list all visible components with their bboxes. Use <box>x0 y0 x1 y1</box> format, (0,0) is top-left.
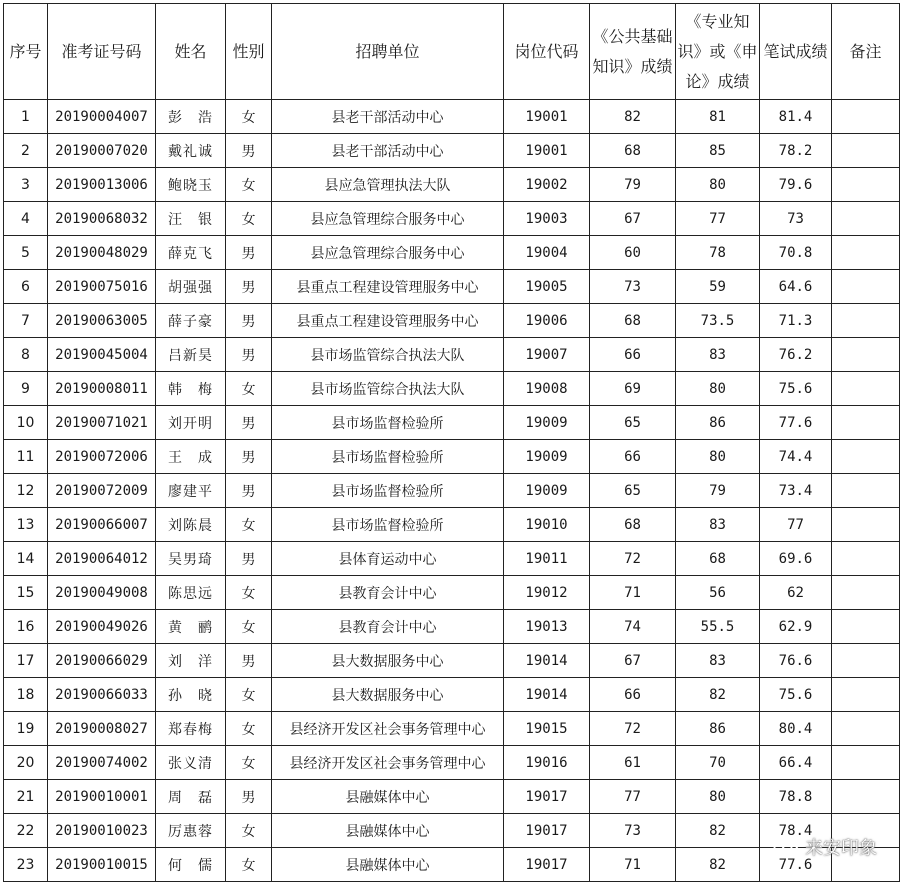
name-cell: 薛克飞 <box>156 236 226 270</box>
written-score-cell: 78.4 <box>760 814 832 848</box>
seq-cell: 2 <box>4 134 48 168</box>
post-code-cell: 19001 <box>504 134 590 168</box>
header-row <box>4 4 900 100</box>
watermark-text: 来安印象 <box>805 838 877 859</box>
name-cell: 刘陈晨 <box>156 508 226 542</box>
table-row <box>4 508 900 542</box>
unit-cell: 县重点工程建设管理服务中心 <box>272 304 504 338</box>
name-cell: 刘开明 <box>156 406 226 440</box>
gender-cell: 男 <box>226 474 272 508</box>
seq-cell: 19 <box>4 712 48 746</box>
name-cell: 厉惠蓉 <box>156 814 226 848</box>
remark-cell <box>832 848 900 882</box>
post-code-cell: 19010 <box>504 508 590 542</box>
gender-cell: 男 <box>226 236 272 270</box>
table-row <box>4 202 900 236</box>
written-score-cell: 78.8 <box>760 780 832 814</box>
seq-cell: 5 <box>4 236 48 270</box>
name-cell: 汪 银 <box>156 202 226 236</box>
exam-no-cell: 20190066007 <box>48 508 156 542</box>
gender-cell: 男 <box>226 644 272 678</box>
unit-cell: 县融媒体中心 <box>272 780 504 814</box>
gender-cell: 女 <box>226 610 272 644</box>
post-code-cell: 19004 <box>504 236 590 270</box>
name-cell: 戴礼诚 <box>156 134 226 168</box>
written-score-cell: 62.9 <box>760 610 832 644</box>
written-score-cell: 66.4 <box>760 746 832 780</box>
professional-score-cell: 82 <box>676 814 760 848</box>
unit-cell: 县市场监督检验所 <box>272 508 504 542</box>
seq-cell: 10 <box>4 406 48 440</box>
post-code-cell: 19014 <box>504 678 590 712</box>
written-score-cell: 73.4 <box>760 474 832 508</box>
basic-score-cell: 66 <box>590 440 676 474</box>
gender-cell: 女 <box>226 814 272 848</box>
remark-cell <box>832 406 900 440</box>
name-cell: 黄 鹂 <box>156 610 226 644</box>
seq-cell: 23 <box>4 848 48 882</box>
unit-cell: 县融媒体中心 <box>272 814 504 848</box>
exam-no-cell: 20190049026 <box>48 610 156 644</box>
table-row <box>4 406 900 440</box>
unit-cell: 县重点工程建设管理服务中心 <box>272 270 504 304</box>
post-code-cell: 19008 <box>504 372 590 406</box>
name-cell: 周 磊 <box>156 780 226 814</box>
written-score-cell: 77 <box>760 508 832 542</box>
post-code-cell: 19005 <box>504 270 590 304</box>
written-score-cell: 78.2 <box>760 134 832 168</box>
exam-no-cell: 20190008011 <box>48 372 156 406</box>
exam-no-cell: 20190010001 <box>48 780 156 814</box>
remark-cell <box>832 576 900 610</box>
professional-score-cell: 80 <box>676 372 760 406</box>
gender-cell: 男 <box>226 270 272 304</box>
name-cell: 吕新昊 <box>156 338 226 372</box>
remark-cell <box>832 542 900 576</box>
written-score-cell: 76.6 <box>760 644 832 678</box>
seq-cell: 12 <box>4 474 48 508</box>
seq-cell: 18 <box>4 678 48 712</box>
unit-cell: 县市场监督检验所 <box>272 474 504 508</box>
gender-cell: 女 <box>226 508 272 542</box>
table-row <box>4 848 900 882</box>
written-score-cell: 71.3 <box>760 304 832 338</box>
name-cell: 彭 浩 <box>156 100 226 134</box>
exam-no-cell: 20190010015 <box>48 848 156 882</box>
basic-score-cell: 71 <box>590 848 676 882</box>
table-row <box>4 304 900 338</box>
exam-no-cell: 20190004007 <box>48 100 156 134</box>
basic-score-cell: 67 <box>590 202 676 236</box>
written-score-cell: 64.6 <box>760 270 832 304</box>
written-score-cell: 76.2 <box>760 338 832 372</box>
exam-no-cell: 20190045004 <box>48 338 156 372</box>
professional-score-cell: 86 <box>676 406 760 440</box>
written-score-cell: 69.6 <box>760 542 832 576</box>
professional-score-cell: 82 <box>676 848 760 882</box>
header-basic-score: 《公共基础知识》成绩 <box>590 4 676 100</box>
remark-cell <box>832 712 900 746</box>
name-cell: 薛子豪 <box>156 304 226 338</box>
professional-score-cell: 59 <box>676 270 760 304</box>
table-row <box>4 780 900 814</box>
basic-score-cell: 68 <box>590 508 676 542</box>
post-code-cell: 19009 <box>504 474 590 508</box>
professional-score-cell: 56 <box>676 576 760 610</box>
written-score-cell: 77.6 <box>760 848 832 882</box>
professional-score-cell: 86 <box>676 712 760 746</box>
written-score-cell: 80.4 <box>760 712 832 746</box>
gender-cell: 女 <box>226 576 272 610</box>
gender-cell: 女 <box>226 372 272 406</box>
exam-no-cell: 20190063005 <box>48 304 156 338</box>
seq-cell: 13 <box>4 508 48 542</box>
gender-cell: 男 <box>226 542 272 576</box>
gender-cell: 男 <box>226 406 272 440</box>
professional-score-cell: 80 <box>676 780 760 814</box>
written-score-cell: 79.6 <box>760 168 832 202</box>
name-cell: 何 儒 <box>156 848 226 882</box>
remark-cell <box>832 678 900 712</box>
post-code-cell: 19017 <box>504 814 590 848</box>
written-score-cell: 75.6 <box>760 372 832 406</box>
unit-cell: 县教育会计中心 <box>272 576 504 610</box>
seq-cell: 16 <box>4 610 48 644</box>
gender-cell: 女 <box>226 848 272 882</box>
professional-score-cell: 83 <box>676 338 760 372</box>
exam-no-cell: 20190072006 <box>48 440 156 474</box>
exam-no-cell: 20190008027 <box>48 712 156 746</box>
exam-no-cell: 20190068032 <box>48 202 156 236</box>
basic-score-cell: 66 <box>590 338 676 372</box>
basic-score-cell: 73 <box>590 814 676 848</box>
remark-cell <box>832 780 900 814</box>
post-code-cell: 19016 <box>504 746 590 780</box>
name-cell: 郑春梅 <box>156 712 226 746</box>
written-score-cell: 62 <box>760 576 832 610</box>
table-row <box>4 236 900 270</box>
table-row <box>4 814 900 848</box>
unit-cell: 县老干部活动中心 <box>272 100 504 134</box>
table-row <box>4 542 900 576</box>
table-row <box>4 270 900 304</box>
name-cell: 胡强强 <box>156 270 226 304</box>
seq-cell: 20 <box>4 746 48 780</box>
exam-no-cell: 20190074002 <box>48 746 156 780</box>
header-professional-score: 《专业知识》或《申论》成绩 <box>676 4 760 100</box>
post-code-cell: 19001 <box>504 100 590 134</box>
post-code-cell: 19014 <box>504 644 590 678</box>
seq-cell: 8 <box>4 338 48 372</box>
remark-cell <box>832 508 900 542</box>
exam-no-cell: 20190010023 <box>48 814 156 848</box>
gender-cell: 女 <box>226 202 272 236</box>
header-remark: 备注 <box>832 4 900 100</box>
unit-cell: 县应急管理综合服务中心 <box>272 202 504 236</box>
professional-score-cell: 77 <box>676 202 760 236</box>
name-cell: 鲍晓玉 <box>156 168 226 202</box>
basic-score-cell: 71 <box>590 576 676 610</box>
unit-cell: 县体育运动中心 <box>272 542 504 576</box>
name-cell: 廖建平 <box>156 474 226 508</box>
written-score-cell: 70.8 <box>760 236 832 270</box>
table-row <box>4 576 900 610</box>
header-gender: 性别 <box>226 4 272 100</box>
header-seq: 序号 <box>4 4 48 100</box>
written-score-cell: 73 <box>760 202 832 236</box>
professional-score-cell: 73.5 <box>676 304 760 338</box>
exam-no-cell: 20190066033 <box>48 678 156 712</box>
post-code-cell: 19003 <box>504 202 590 236</box>
post-code-cell: 19013 <box>504 610 590 644</box>
seq-cell: 14 <box>4 542 48 576</box>
post-code-cell: 19011 <box>504 542 590 576</box>
basic-score-cell: 67 <box>590 644 676 678</box>
exam-no-cell: 20190064012 <box>48 542 156 576</box>
basic-score-cell: 65 <box>590 406 676 440</box>
header-name: 姓名 <box>156 4 226 100</box>
post-code-cell: 19006 <box>504 304 590 338</box>
unit-cell: 县老干部活动中心 <box>272 134 504 168</box>
unit-cell: 县大数据服务中心 <box>272 678 504 712</box>
gender-cell: 男 <box>226 134 272 168</box>
unit-cell: 县应急管理综合服务中心 <box>272 236 504 270</box>
gender-cell: 女 <box>226 712 272 746</box>
unit-cell: 县市场监管综合执法大队 <box>272 372 504 406</box>
remark-cell <box>832 610 900 644</box>
professional-score-cell: 68 <box>676 542 760 576</box>
professional-score-cell: 70 <box>676 746 760 780</box>
header-unit: 招聘单位 <box>272 4 504 100</box>
professional-score-cell: 55.5 <box>676 610 760 644</box>
basic-score-cell: 66 <box>590 678 676 712</box>
basic-score-cell: 79 <box>590 168 676 202</box>
unit-cell: 县大数据服务中心 <box>272 644 504 678</box>
exam-no-cell: 20190075016 <box>48 270 156 304</box>
unit-cell: 县经济开发区社会事务管理中心 <box>272 746 504 780</box>
post-code-cell: 19007 <box>504 338 590 372</box>
remark-cell <box>832 270 900 304</box>
name-cell: 陈思远 <box>156 576 226 610</box>
basic-score-cell: 72 <box>590 542 676 576</box>
professional-score-cell: 78 <box>676 236 760 270</box>
seq-cell: 9 <box>4 372 48 406</box>
unit-cell: 县经济开发区社会事务管理中心 <box>272 712 504 746</box>
unit-cell: 县应急管理执法大队 <box>272 168 504 202</box>
gender-cell: 男 <box>226 338 272 372</box>
professional-score-cell: 80 <box>676 168 760 202</box>
name-cell: 吴男琦 <box>156 542 226 576</box>
exam-no-cell: 20190007020 <box>48 134 156 168</box>
header-post-code: 岗位代码 <box>504 4 590 100</box>
gender-cell: 女 <box>226 168 272 202</box>
basic-score-cell: 77 <box>590 780 676 814</box>
professional-score-cell: 83 <box>676 508 760 542</box>
basic-score-cell: 69 <box>590 372 676 406</box>
post-code-cell: 19017 <box>504 780 590 814</box>
exam-no-cell: 20190066029 <box>48 644 156 678</box>
written-score-cell: 77.6 <box>760 406 832 440</box>
unit-cell: 县教育会计中心 <box>272 610 504 644</box>
basic-score-cell: 65 <box>590 474 676 508</box>
remark-cell <box>832 644 900 678</box>
gender-cell: 男 <box>226 780 272 814</box>
basic-score-cell: 82 <box>590 100 676 134</box>
header-written-score: 笔试成绩 <box>760 4 832 100</box>
name-cell: 韩 梅 <box>156 372 226 406</box>
table-row <box>4 644 900 678</box>
post-code-cell: 19009 <box>504 440 590 474</box>
post-code-cell: 19012 <box>504 576 590 610</box>
gender-cell: 女 <box>226 678 272 712</box>
remark-cell <box>832 168 900 202</box>
name-cell: 刘 洋 <box>156 644 226 678</box>
post-code-cell: 19009 <box>504 406 590 440</box>
remark-cell <box>832 134 900 168</box>
gender-cell: 男 <box>226 440 272 474</box>
score-table <box>3 3 900 882</box>
basic-score-cell: 74 <box>590 610 676 644</box>
name-cell: 张义清 <box>156 746 226 780</box>
seq-cell: 6 <box>4 270 48 304</box>
table-row <box>4 134 900 168</box>
table-row <box>4 712 900 746</box>
written-score-cell: 81.4 <box>760 100 832 134</box>
gender-cell: 女 <box>226 746 272 780</box>
gender-cell: 女 <box>226 100 272 134</box>
exam-no-cell: 20190071021 <box>48 406 156 440</box>
table-row <box>4 338 900 372</box>
exam-no-cell: 20190013006 <box>48 168 156 202</box>
exam-no-cell: 20190049008 <box>48 576 156 610</box>
remark-cell <box>832 372 900 406</box>
post-code-cell: 19002 <box>504 168 590 202</box>
table-row <box>4 746 900 780</box>
post-code-cell: 19017 <box>504 848 590 882</box>
seq-cell: 15 <box>4 576 48 610</box>
header-exam-no: 准考证号码 <box>48 4 156 100</box>
remark-cell <box>832 814 900 848</box>
professional-score-cell: 81 <box>676 100 760 134</box>
table-row <box>4 440 900 474</box>
unit-cell: 县融媒体中心 <box>272 848 504 882</box>
unit-cell: 县市场监督检验所 <box>272 440 504 474</box>
remark-cell <box>832 202 900 236</box>
seq-cell: 17 <box>4 644 48 678</box>
basic-score-cell: 61 <box>590 746 676 780</box>
professional-score-cell: 82 <box>676 678 760 712</box>
seq-cell: 21 <box>4 780 48 814</box>
written-score-cell: 75.6 <box>760 678 832 712</box>
table-row <box>4 678 900 712</box>
gender-cell: 男 <box>226 304 272 338</box>
remark-cell <box>832 338 900 372</box>
remark-cell <box>832 236 900 270</box>
post-code-cell: 19015 <box>504 712 590 746</box>
table-row <box>4 100 900 134</box>
table-row <box>4 168 900 202</box>
table-row <box>4 372 900 406</box>
remark-cell <box>832 440 900 474</box>
basic-score-cell: 68 <box>590 134 676 168</box>
professional-score-cell: 83 <box>676 644 760 678</box>
basic-score-cell: 72 <box>590 712 676 746</box>
remark-cell <box>832 304 900 338</box>
written-score-cell: 74.4 <box>760 440 832 474</box>
seq-cell: 7 <box>4 304 48 338</box>
remark-cell <box>832 100 900 134</box>
unit-cell: 县市场监管综合执法大队 <box>272 338 504 372</box>
name-cell: 王 成 <box>156 440 226 474</box>
basic-score-cell: 60 <box>590 236 676 270</box>
exam-no-cell: 20190072009 <box>48 474 156 508</box>
professional-score-cell: 85 <box>676 134 760 168</box>
unit-cell: 县市场监督检验所 <box>272 406 504 440</box>
basic-score-cell: 73 <box>590 270 676 304</box>
professional-score-cell: 80 <box>676 440 760 474</box>
table-row <box>4 610 900 644</box>
seq-cell: 22 <box>4 814 48 848</box>
seq-cell: 1 <box>4 100 48 134</box>
professional-score-cell: 79 <box>676 474 760 508</box>
table-row <box>4 474 900 508</box>
remark-cell <box>832 474 900 508</box>
exam-no-cell: 20190048029 <box>48 236 156 270</box>
seq-cell: 11 <box>4 440 48 474</box>
seq-cell: 4 <box>4 202 48 236</box>
seq-cell: 3 <box>4 168 48 202</box>
name-cell: 孙 晓 <box>156 678 226 712</box>
remark-cell <box>832 746 900 780</box>
basic-score-cell: 68 <box>590 304 676 338</box>
